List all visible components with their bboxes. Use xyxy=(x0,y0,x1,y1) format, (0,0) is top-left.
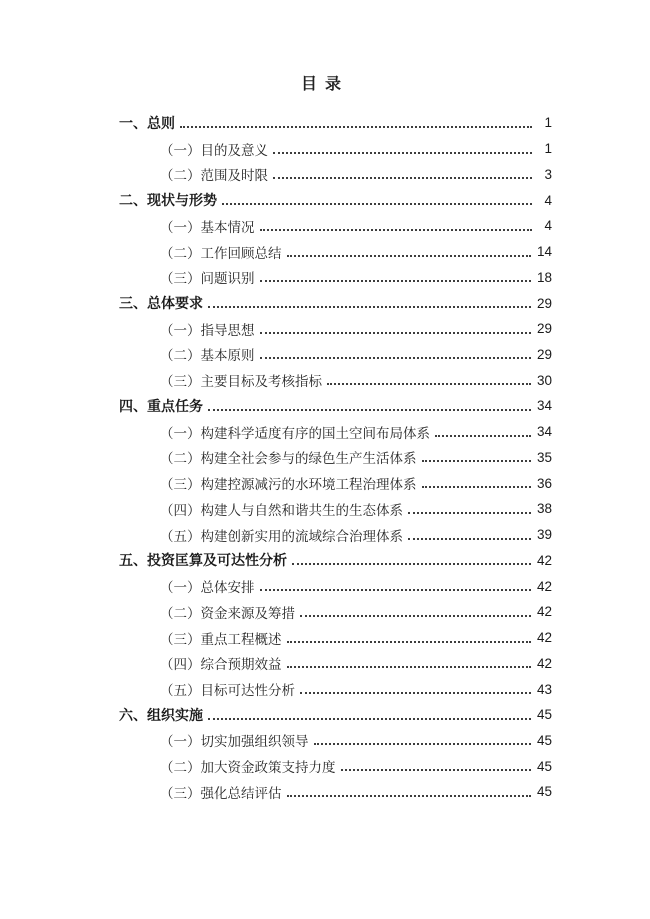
toc-dot-leader xyxy=(435,435,531,437)
toc-entry-page-number: 42 xyxy=(536,655,552,671)
toc-entry-page-number: 14 xyxy=(536,244,552,260)
toc-entry[interactable] xyxy=(119,470,552,496)
toc-entry-label: （二）加大资金政策支持力度 xyxy=(160,760,336,776)
toc-entry-page-number: 42 xyxy=(536,630,552,646)
toc-entry-label: （二）范围及时限 xyxy=(160,168,268,184)
toc-entry-page-number: 29 xyxy=(536,295,552,311)
toc-entry-label: （一）切实加强组织领导 xyxy=(160,734,309,750)
toc-entry[interactable] xyxy=(119,779,552,805)
toc-entry-label: 六、组织实施 xyxy=(119,706,203,723)
toc-dot-leader xyxy=(314,743,531,745)
toc-entry-label: （五）目标可达性分析 xyxy=(160,683,295,699)
toc-entry-label: （二）资金来源及筹措 xyxy=(160,605,295,621)
toc-entry-page-number: 4 xyxy=(544,218,552,234)
toc-entry[interactable] xyxy=(119,522,552,548)
toc-dot-leader xyxy=(260,280,531,282)
toc-dot-leader xyxy=(287,795,531,797)
toc-entry-label: （一）基本情况 xyxy=(160,219,255,235)
toc-dot-leader xyxy=(422,486,531,488)
toc-entry-label: （三）强化总结评估 xyxy=(160,785,282,801)
toc-entry[interactable] xyxy=(119,728,552,754)
toc-entry[interactable] xyxy=(119,161,552,187)
toc-entry-page-number: 4 xyxy=(544,192,552,208)
toc-dot-leader xyxy=(422,460,531,462)
toc-entry-page-number: 42 xyxy=(536,578,552,594)
toc-entry[interactable] xyxy=(119,445,552,471)
toc-dot-leader xyxy=(341,769,531,771)
toc-entry-page-number: 43 xyxy=(536,681,552,697)
toc-entry-label: 一、总则 xyxy=(119,114,175,131)
toc-entry-page-number: 34 xyxy=(536,424,552,440)
toc-entry-page-number: 42 xyxy=(536,604,552,620)
toc-dot-leader xyxy=(300,615,531,617)
toc-dot-leader xyxy=(287,666,531,668)
toc-entry-label: （一）指导思想 xyxy=(160,322,255,338)
toc-entry-label: （三）重点工程概述 xyxy=(160,631,282,647)
toc-entry-label: （五）构建创新实用的流域综合治理体系 xyxy=(160,528,403,544)
toc-dot-leader xyxy=(292,563,531,565)
toc-dot-leader xyxy=(273,152,532,154)
toc-entry[interactable] xyxy=(119,573,552,599)
toc-entry[interactable] xyxy=(119,110,552,136)
toc-dot-leader xyxy=(287,641,531,643)
toc-entry-page-number: 3 xyxy=(544,166,552,182)
toc-entry[interactable] xyxy=(119,625,552,651)
toc-entry-page-number: 45 xyxy=(536,758,552,774)
toc-entry-page-number: 29 xyxy=(536,321,552,337)
toc-list xyxy=(119,110,552,805)
toc-dot-leader xyxy=(408,512,531,514)
toc-entry-page-number: 38 xyxy=(536,501,552,517)
toc-entry-page-number: 45 xyxy=(536,732,552,748)
toc-entry-label: 四、重点任务 xyxy=(119,397,203,414)
toc-entry-label: （二）工作回顾总结 xyxy=(160,245,282,261)
toc-dot-leader xyxy=(260,229,533,231)
toc-entry-page-number: 1 xyxy=(544,115,552,131)
toc-dot-leader xyxy=(408,538,531,540)
toc-entry-label: 五、投资匡算及可达性分析 xyxy=(119,552,287,569)
toc-dot-leader xyxy=(287,255,531,257)
toc-entry[interactable] xyxy=(119,496,552,522)
toc-entry-label: 二、现状与形势 xyxy=(119,192,217,209)
toc-entry-page-number: 35 xyxy=(536,449,552,465)
toc-entry[interactable] xyxy=(119,264,552,290)
toc-dot-leader xyxy=(300,692,531,694)
toc-dot-leader xyxy=(208,718,531,720)
toc-entry[interactable] xyxy=(119,753,552,779)
toc-entry[interactable] xyxy=(119,213,552,239)
toc-entry-label: （二）构建全社会参与的绿色生产生活体系 xyxy=(160,451,417,467)
toc-dot-leader xyxy=(180,126,532,128)
toc-entry[interactable] xyxy=(119,239,552,265)
toc-entry-label: 三、总体要求 xyxy=(119,295,203,311)
toc-entry-page-number: 39 xyxy=(536,527,552,543)
toc-entry-page-number: 29 xyxy=(536,346,552,362)
toc-entry-page-number: 30 xyxy=(536,372,552,388)
toc-entry-page-number: 36 xyxy=(536,475,552,491)
toc-dot-leader xyxy=(260,357,531,359)
toc-dot-leader xyxy=(260,332,531,334)
toc-entry[interactable] xyxy=(119,393,552,419)
toc-entry-page-number: 42 xyxy=(536,552,552,568)
toc-entry[interactable] xyxy=(119,419,552,445)
toc-entry[interactable] xyxy=(119,650,552,676)
toc-entry-label: （三）主要目标及考核指标 xyxy=(160,374,322,390)
toc-entry[interactable] xyxy=(119,367,552,393)
toc-entry-label: （三）问题识别 xyxy=(160,271,255,287)
toc-dot-leader xyxy=(208,409,531,411)
toc-entry[interactable] xyxy=(119,136,552,162)
toc-title: 目录 xyxy=(300,76,349,93)
toc-entry-page-number: 18 xyxy=(536,269,552,285)
toc-dot-leader xyxy=(222,203,532,205)
toc-entry[interactable] xyxy=(119,316,552,342)
toc-entry-label: （二）基本原则 xyxy=(160,348,255,364)
toc-entry[interactable] xyxy=(119,676,552,702)
toc-entry[interactable] xyxy=(119,599,552,625)
toc-dot-leader xyxy=(327,383,531,385)
toc-entry[interactable] xyxy=(119,290,552,316)
toc-entry-label: （四）综合预期效益 xyxy=(160,657,282,673)
toc-dot-leader xyxy=(260,589,531,591)
toc-entry-label: （一）构建科学适度有序的国土空间布局体系 xyxy=(160,425,430,441)
toc-dot-leader xyxy=(208,306,531,308)
toc-entry-label: （四）构建人与自然和谐共生的生态体系 xyxy=(160,502,403,518)
toc-entry[interactable] xyxy=(119,547,552,573)
toc-entry-page-number: 34 xyxy=(536,398,552,414)
toc-entry-label: （一）总体安排 xyxy=(160,580,255,596)
toc-entry-label: （三）构建控源减污的水环境工程治理体系 xyxy=(160,477,417,493)
toc-entry[interactable] xyxy=(119,187,552,213)
toc-entry-page-number: 45 xyxy=(536,707,552,723)
toc-entry[interactable] xyxy=(119,702,552,728)
toc-entry[interactable] xyxy=(119,342,552,368)
toc-entry-page-number: 1 xyxy=(544,141,552,157)
toc-entry-page-number: 45 xyxy=(536,784,552,800)
toc-dot-leader xyxy=(273,177,532,179)
toc-entry-label: （一）目的及意义 xyxy=(160,142,268,158)
